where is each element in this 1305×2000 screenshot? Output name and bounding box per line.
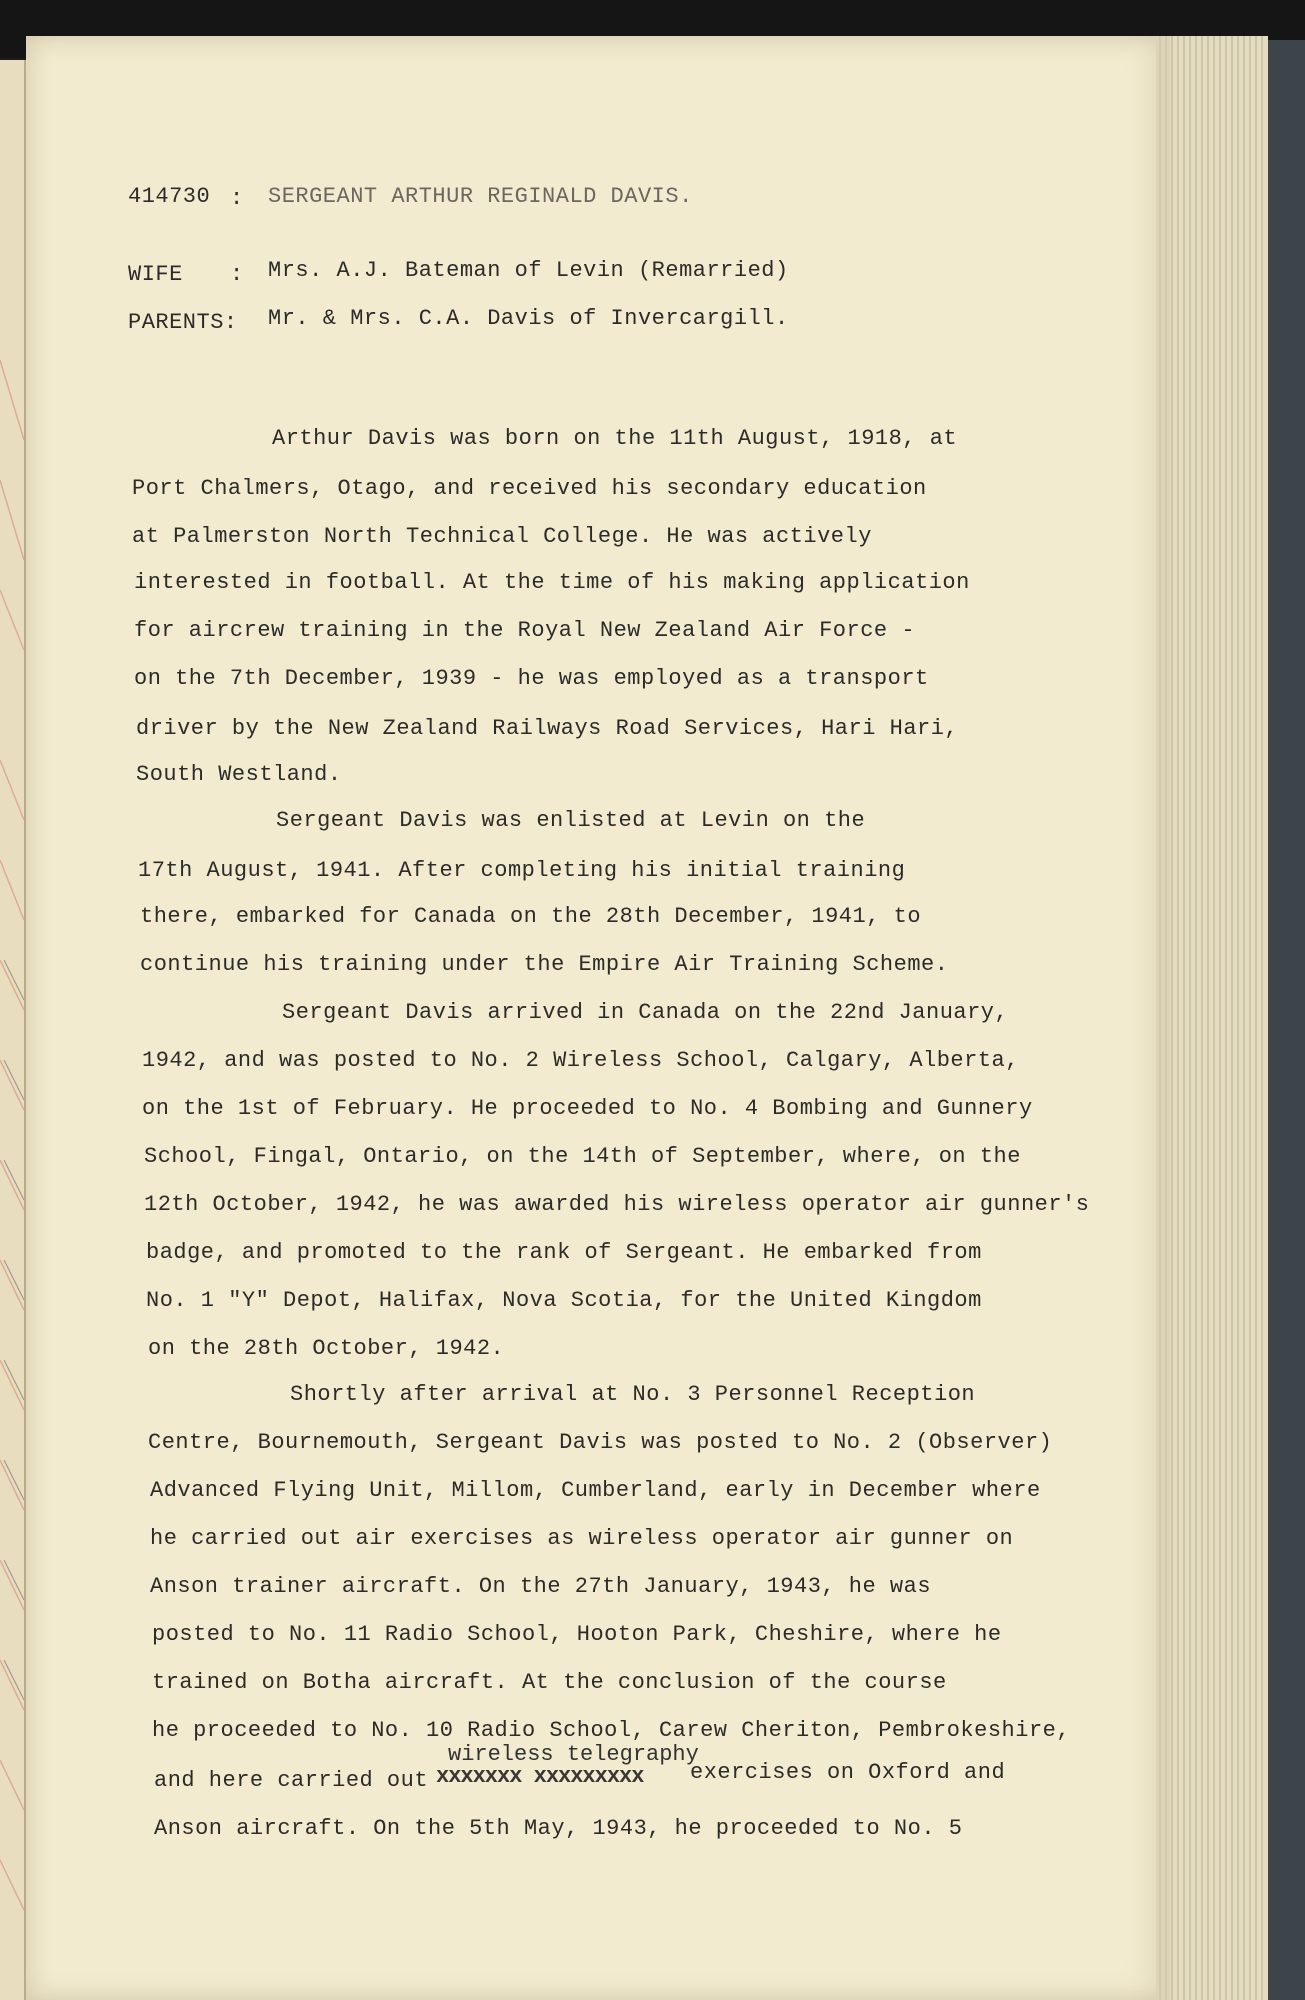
body-line: Port Chalmers, Otago, and received his secondary education	[132, 476, 927, 501]
body-line: at Palmerston North Technical College. He was actively	[132, 524, 872, 549]
ruled-lines-graphic	[0, 60, 24, 2000]
body-line: he proceeded to No. 10 Radio School, Carew Cheriton, Pembrokeshire,	[152, 1718, 1071, 1743]
previous-page-edge	[0, 60, 26, 2000]
body-line: badge, and promoted to the rank of Sergeant. He embarked from	[146, 1240, 982, 1265]
wife-value: Mrs. A.J. Bateman of Levin (Remarried)	[268, 258, 789, 283]
body-line: Sergeant Davis was enlisted at Levin on the	[276, 808, 866, 833]
body-line: posted to No. 11 Radio School, Hooton Park, Cheshire, where he	[152, 1622, 1002, 1647]
body-line: 17th August, 1941. After completing his initial training	[138, 858, 906, 883]
body-line: driver by the New Zealand Railways Road Services, Hari Hari,	[136, 716, 959, 741]
parents-value: Mr. & Mrs. C.A. Davis of Invercargill.	[268, 306, 789, 331]
body-line: South Westland.	[136, 762, 342, 787]
body-line: 12th October, 1942, he was awarded his wireless operator air gunner's	[144, 1192, 1090, 1217]
body-line: on the 1st of February. He proceeded to No. 4 Bombing and Gunnery	[142, 1096, 1033, 1121]
parents-label: PARENTS:	[128, 310, 238, 335]
body-line: on the 28th October, 1942.	[148, 1336, 505, 1361]
body-line: Anson aircraft. On the 5th May, 1943, he proceeded to No. 5	[154, 1816, 963, 1841]
body-line: No. 1 "Y" Depot, Halifax, Nova Scotia, for the United Kingdom	[146, 1288, 982, 1313]
body-line: continue his training under the Empire Air Training Scheme.	[140, 952, 949, 977]
body-line: 1942, and was posted to No. 2 Wireless School, Calgary, Alberta,	[142, 1048, 1019, 1073]
body-line: for aircrew training in the Royal New Zealand Air Force -	[134, 618, 916, 643]
airman-name-heading: SERGEANT ARTHUR REGINALD DAVIS.	[268, 184, 693, 209]
body-line: Anson trainer aircraft. On the 27th January, 1943, he was	[150, 1574, 932, 1599]
struck-out-text: xxxxxxx xxxxxxxxx	[436, 1764, 644, 1789]
body-line: exercises on Oxford and	[690, 1760, 1006, 1785]
body-line: Shortly after arrival at No. 3 Personnel Reception	[290, 1382, 976, 1407]
body-line: he carried out air exercises as wireless operator air gunner on	[150, 1526, 1014, 1551]
service-number: 414730	[128, 184, 211, 209]
wife-label: WIFE	[128, 262, 183, 287]
header-separator: :	[230, 186, 244, 211]
body-line: on the 7th December, 1939 - he was employed as a transport	[134, 666, 929, 691]
body-line: Centre, Bournemouth, Sergeant Davis was posted to No. 2 (Observer)	[148, 1430, 1053, 1455]
body-line: School, Fingal, Ontario, on the 14th of September, where, on the	[144, 1144, 1021, 1169]
body-line: there, embarked for Canada on the 28th December, 1941, to	[140, 904, 922, 929]
body-line: Sergeant Davis arrived in Canada on the 22nd January,	[282, 1000, 1009, 1025]
page-edges-stack	[1156, 36, 1268, 2000]
book-cover-edge	[1268, 40, 1305, 2000]
body-line: Arthur Davis was born on the 11th August, 1918, at	[272, 426, 958, 451]
body-line: and here carried out	[154, 1768, 429, 1793]
body-line: Advanced Flying Unit, Millom, Cumberland, early in December where	[150, 1478, 1041, 1503]
body-line: interested in football. At the time of his making application	[134, 570, 970, 595]
body-line: trained on Botha aircraft. At the conclusion of the course	[152, 1670, 947, 1695]
wife-separator: :	[230, 262, 244, 287]
interlinear-insertion: wireless telegraphy	[448, 1742, 699, 1767]
